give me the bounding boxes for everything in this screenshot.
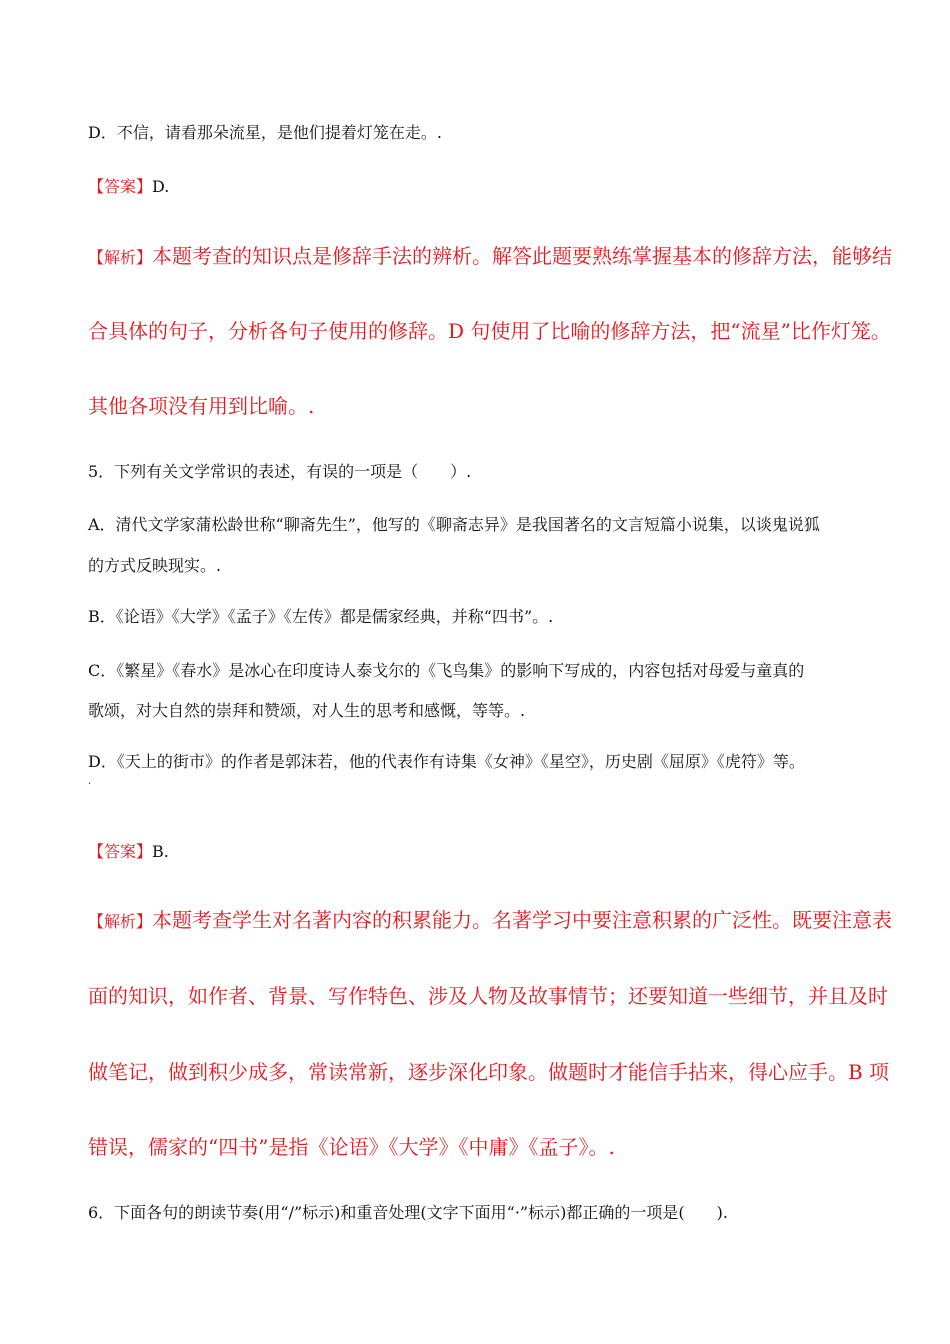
answer-label: 【答案】 <box>88 177 153 196</box>
q5-option-d-dot: . <box>88 776 92 787</box>
q4-answer <box>88 174 169 197</box>
analysis-text: 本题考查学生对名著内容的积累能力。名著学习中要注意积累的广泛性。既要注意表 <box>152 908 893 932</box>
q4-analysis-line-1 <box>88 240 892 269</box>
q5-option-c-line-2: 歌颂，对大自然的崇拜和赞颂，对人生的思考和感慨，等等。. <box>88 701 526 720</box>
answer-value: B. <box>152 842 169 861</box>
q5-option-d: D．《天上的街市》的作者是郭沫若，他的代表作有诗集《女神》《星空》，历史剧《屈原》《虎符》等。 <box>88 752 805 771</box>
q5-stem: 5．下列有关文学常识的表述，有误的一项是（ ）. <box>88 462 472 481</box>
q4-analysis-line-2: 合具体的句子，分析各句子使用的修辞。D 句使用了比喻的修辞方法，把“流星”比作灯笼。 <box>88 319 891 343</box>
q5-answer <box>88 839 169 862</box>
q5-analysis-line-2: 面的知识，如作者、背景、写作特色、涉及人物及故事情节；还要知道一些细节，并且及时 <box>88 984 888 1008</box>
q6-stem: 6．下面各句的朗读节奏(用“/”标示)和重音处理(文字下面用“·”标示)都正确的一项是( ). <box>88 1203 728 1222</box>
q4-analysis-line-3: 其他各项没有用到比喻。. <box>88 394 315 418</box>
analysis-text: 本题考查的知识点是修辞手法的辨析。解答此题要熟练掌握基本的修辞方法，能够结 <box>152 244 893 268</box>
q5-option-c-line-1: C．《繁星》《春水》是冰心在印度诗人泰戈尔的《飞鸟集》的影响下写成的，内容包括对母爱与童真的 <box>88 661 805 680</box>
q4-option-d: D．不信，请看那朵流星，是他们提着灯笼在走。. <box>88 123 442 142</box>
analysis-label: 【解析】 <box>88 912 153 931</box>
q5-analysis-line-3: 做笔记，做到积少成多，常读常新，逐步深化印象。做题时才能信手拈来，得心应手。B 项 <box>88 1060 890 1084</box>
q5-analysis-line-4: 错误，儒家的“四书”是指《论语》《大学》《中庸》《孟子》。. <box>88 1135 615 1159</box>
analysis-label: 【解析】 <box>88 248 153 267</box>
answer-label: 【答案】 <box>88 842 153 861</box>
q5-option-a-line-1: A．清代文学家蒲松龄世称“聊斋先生”，他写的《聊斋志异》是我国著名的文言短篇小说集，以谈鬼说狐 <box>88 515 820 534</box>
q5-option-b: B．《论语》《大学》《孟子》《左传》都是儒家经典，并称“四书”。. <box>88 607 554 626</box>
q5-option-a-line-2: 的方式反映现实。. <box>88 556 222 575</box>
answer-value: D. <box>152 177 170 196</box>
q5-analysis-line-1 <box>88 904 892 933</box>
